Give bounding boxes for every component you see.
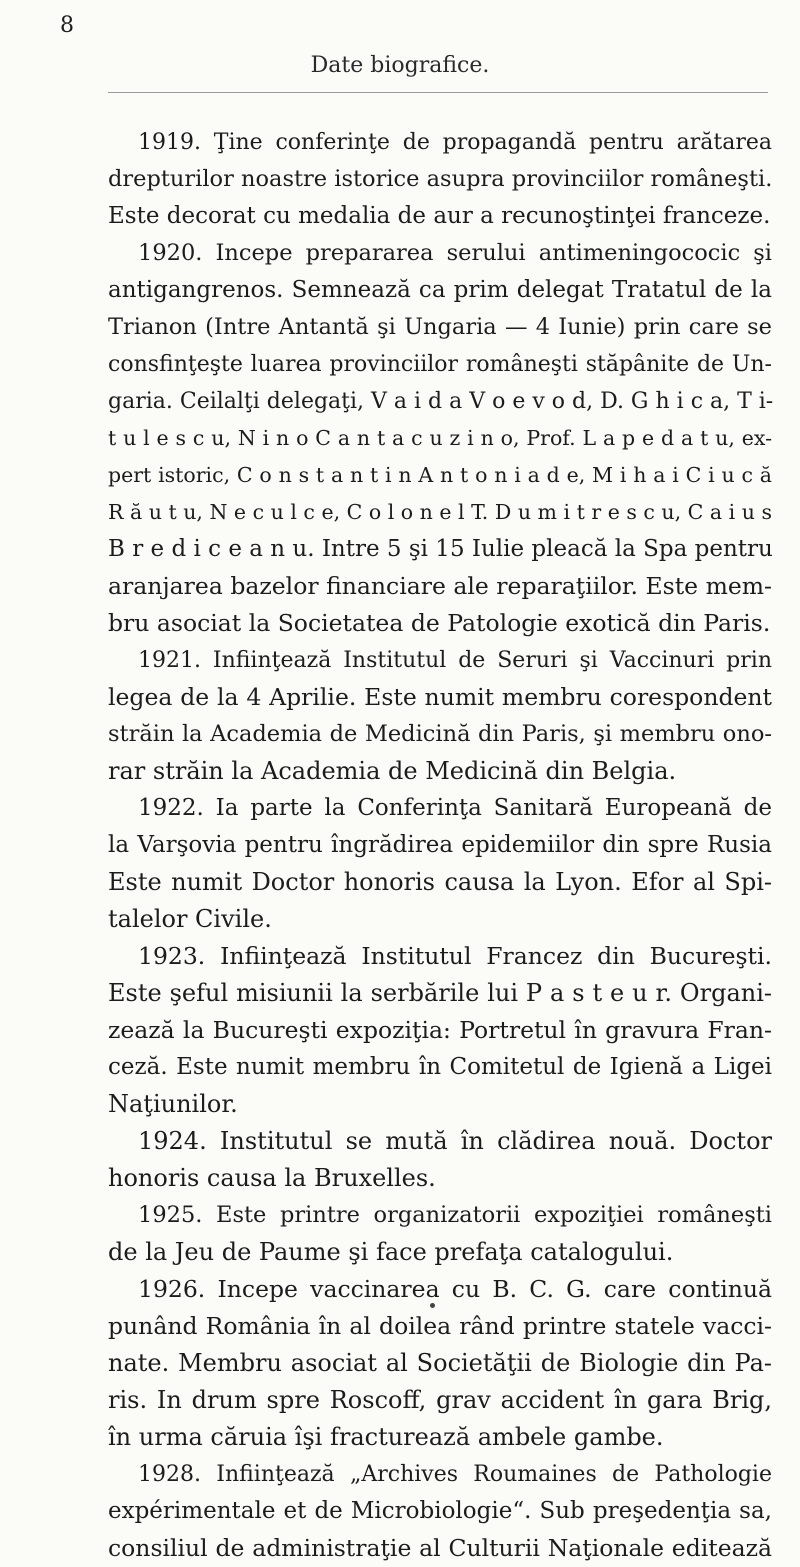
text-line: Este şeful misiunii la serbările lui P a s t e u r. Organi- bbox=[108, 979, 772, 1007]
text-line: t u l e s c u, N i n o C a n t a c u z i n o, Prof. L a p e d a t u, ex- bbox=[108, 426, 772, 450]
text-line: drepturilor noastre istorice asupra provinciilor româneşti. bbox=[108, 166, 773, 192]
paragraph-1925 bbox=[108, 1197, 772, 1271]
text-line: Naţiunilor. bbox=[108, 1090, 238, 1118]
text-body bbox=[108, 124, 772, 1567]
paragraph-1926 bbox=[108, 1271, 772, 1456]
text-line: consiliul de administraţie al Culturii Naţionale editează bbox=[108, 1534, 772, 1562]
text-line: 1926. Incepe vaccinarea cu B. C. G. care continuă bbox=[138, 1275, 772, 1303]
text-line: punând România în al doilea rând printre statele vacci- bbox=[108, 1312, 772, 1340]
text-line: bru asociat la Societatea de Patologie exotică din Paris. bbox=[108, 609, 771, 637]
text-line: ceză. Este numit membru în Comitetul de Igienă a Ligei bbox=[108, 1054, 772, 1080]
text-line: antigangrenos. Semnează ca prim delegat Tratatul de la bbox=[108, 277, 772, 303]
text-line: talelor Civile. bbox=[108, 905, 272, 933]
text-line: rar străin la Academia de Medicină din Belgia. bbox=[108, 757, 677, 785]
paragraph-1922 bbox=[108, 790, 772, 938]
paragraph-1921 bbox=[108, 642, 772, 790]
text-line: Este decorat cu medalia de aur a recunoştinţei franceze. bbox=[108, 203, 771, 229]
text-line: honoris causa la Bruxelles. bbox=[108, 1164, 436, 1192]
ink-dot bbox=[430, 1303, 435, 1308]
text-line: ris. In drum spre Roscoff, grav accident în gara Brig, bbox=[108, 1386, 772, 1414]
running-title: Date biografice. bbox=[310, 53, 490, 78]
text-line: 1925. Este printre organizatorii expoziţiei româneşti bbox=[138, 1202, 772, 1228]
text-line: în urma căruia îşi fracturează ambele gambe. bbox=[108, 1423, 664, 1451]
header-rule bbox=[108, 92, 768, 93]
text-line: aranjarea bazelor financiare ale reparaţiilor. Este mem- bbox=[108, 572, 772, 600]
text-line: zează la Bucureşti expoziţia: Portretul în gravura Fran- bbox=[108, 1016, 772, 1044]
paragraph-1919 bbox=[108, 124, 772, 235]
text-line: 1919. Ţine conferinţe de propagandă pentru arătarea bbox=[138, 130, 772, 155]
text-line: la Varşovia pentru îngrădirea epidemiilor din spre Rusia bbox=[108, 832, 772, 858]
text-line: Este numit Doctor honoris causa la Lyon. Efor al Spi- bbox=[108, 868, 772, 896]
text-line: de la Jeu de Paume şi face prefaţa catalogului. bbox=[108, 1238, 674, 1266]
paragraph-1928 bbox=[108, 1456, 772, 1567]
page-number: 8 bbox=[60, 13, 74, 38]
paragraph-1920 bbox=[108, 235, 772, 642]
text-line: B r e d i c e a n u. Intre 5 şi 15 Iulie pleacă la Spa pentru bbox=[108, 536, 773, 562]
text-line: 1924. Institutul se mută în clădirea nouă. Doctor bbox=[138, 1127, 772, 1155]
text-line: pert istoric, C o n s t a n t i n A n t o n i a d e, M i h a i C i u c ă bbox=[108, 463, 772, 487]
text-line: expérimentale et de Microbiologie“. Sub preşedenţia sa, bbox=[108, 1498, 772, 1524]
text-line: 1921. Infiinţează Institutul de Seruri şi Vaccinuri prin bbox=[138, 648, 772, 673]
text-line: 1923. Infiinţează Institutul Francez din Bucureşti. bbox=[138, 942, 772, 970]
paragraph-1923 bbox=[108, 938, 772, 1123]
text-line: R ă u t u, N e c u l c e, C o l o n e l T. D u m i t r e s c u, C a i u s bbox=[108, 500, 772, 524]
text-line: legea de la 4 Aprilie. Este numit membru corespondent bbox=[108, 683, 772, 711]
text-line: 1928. Infiinţează „Archives Roumaines de Pathologie bbox=[138, 1462, 772, 1487]
paragraph-1924 bbox=[108, 1123, 772, 1197]
text-line: 1922. Ia parte la Conferinţa Sanitară Europeană de bbox=[138, 795, 772, 821]
text-line: Trianon (Intre Antantă şi Ungaria — 4 Iunie) prin care se bbox=[108, 314, 772, 340]
text-line: consfinţeşte luarea provinciilor româneşti stăpânite de Un- bbox=[108, 352, 772, 377]
text-line: garia. Ceilalţi delegaţi, V a i d a V o e v o d, D. G h i c a, T i- bbox=[108, 389, 774, 414]
text-line: nate. Membru asociat al Societăţii de Biologie din Pa- bbox=[108, 1349, 772, 1377]
text-line: străin la Academia de Medicină din Paris, şi membru ono- bbox=[108, 721, 772, 747]
text-line: 1920. Incepe prepararea serului antimeningococic şi bbox=[138, 240, 772, 266]
